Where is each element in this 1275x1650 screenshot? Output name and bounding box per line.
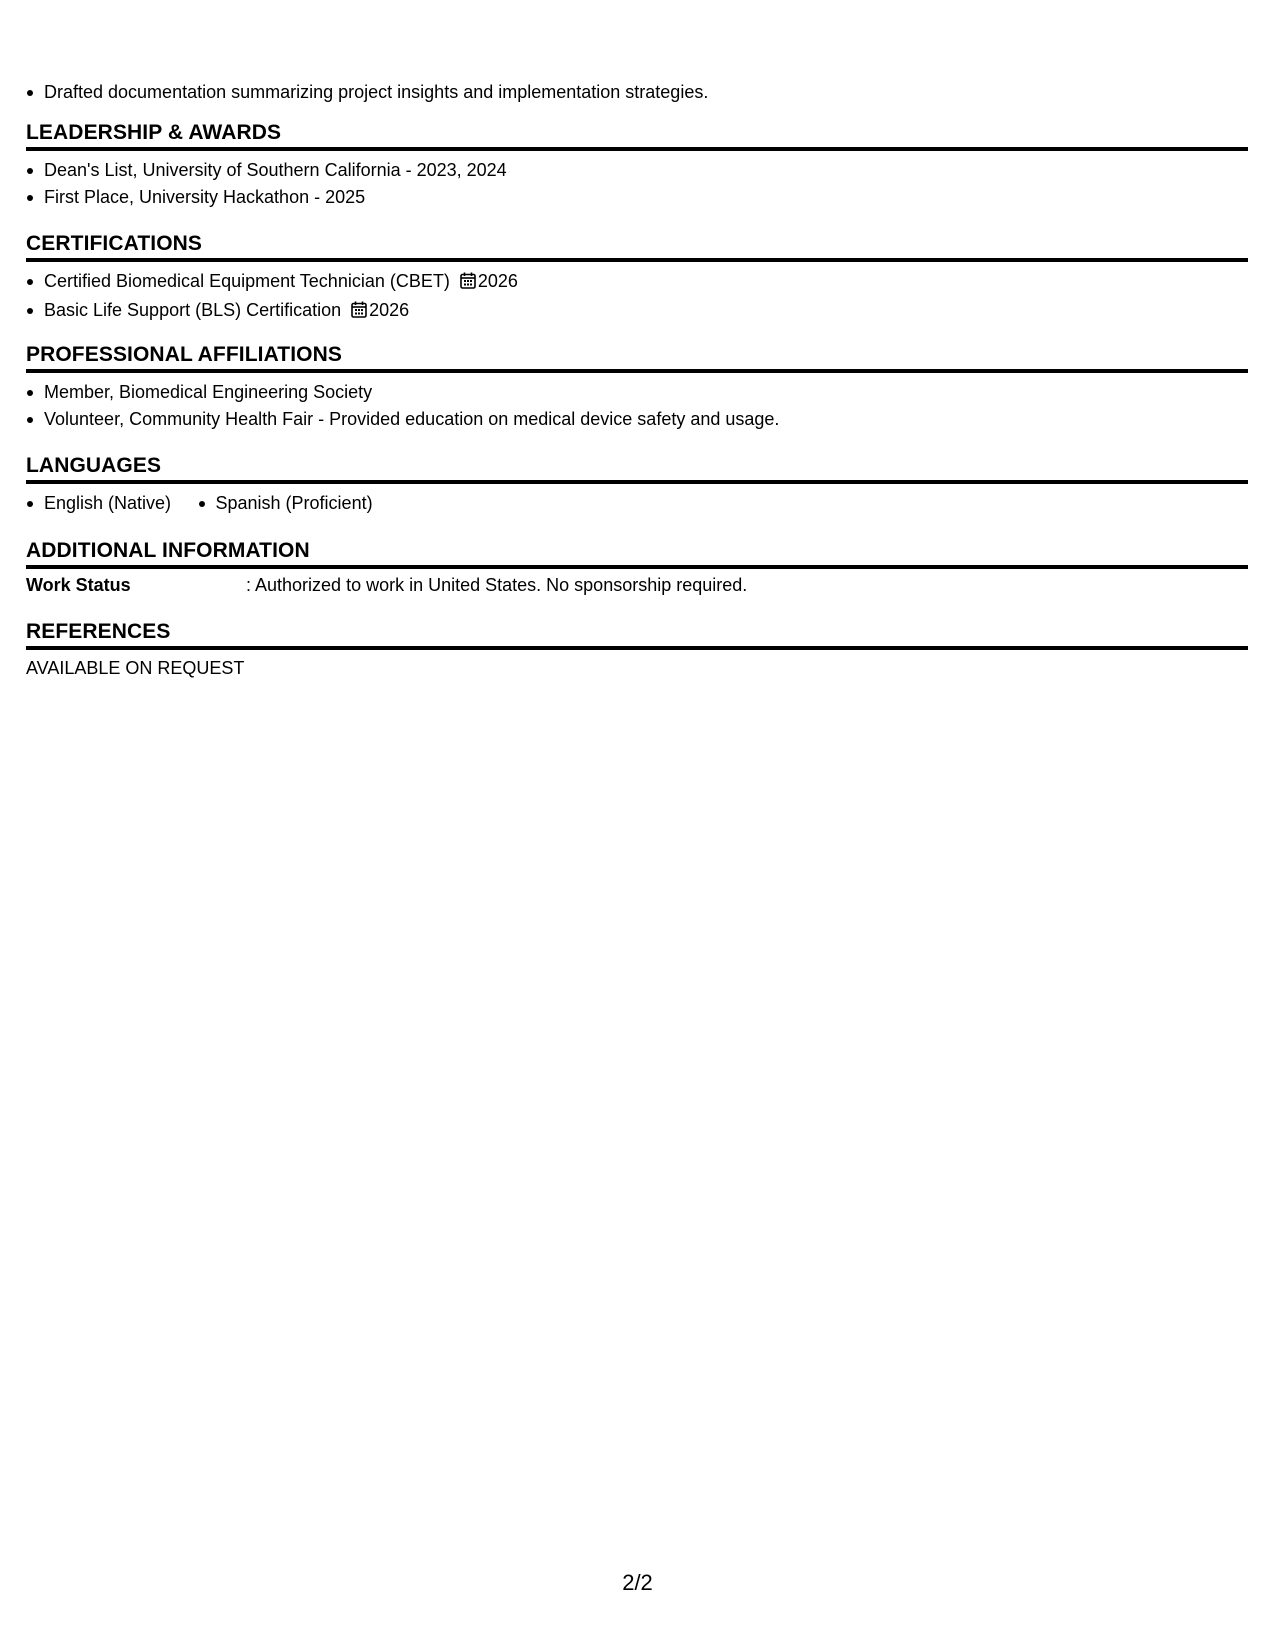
affiliations-list bbox=[26, 379, 1248, 433]
section-title-references: REFERENCES bbox=[26, 619, 1248, 650]
certifications-list bbox=[26, 268, 1248, 326]
work-status-row bbox=[26, 572, 1248, 599]
calendar-icon bbox=[351, 299, 367, 326]
work-status-label: Work Status bbox=[26, 575, 131, 595]
list-item: Dean's List, University of Southern California - 2023, 2024 bbox=[26, 157, 1248, 184]
list-item: Member, Biomedical Engineering Society bbox=[26, 379, 1248, 406]
certifications-section bbox=[26, 231, 1248, 326]
section-title-leadership: LEADERSHIP & AWARDS bbox=[26, 120, 1248, 151]
list-item: First Place, University Hackathon - 2025 bbox=[26, 184, 1248, 211]
list-item: Spanish (Proficient) bbox=[198, 490, 373, 517]
calendar-icon bbox=[460, 270, 476, 297]
leadership-list bbox=[26, 157, 1248, 211]
references-text: AVAILABLE ON REQUEST bbox=[26, 658, 245, 678]
section-title-additional: ADDITIONAL INFORMATION bbox=[26, 538, 1248, 569]
list-item bbox=[26, 297, 1248, 326]
certification-name: Certified Biomedical Equipment Technician (CBET) bbox=[44, 271, 450, 291]
languages-list bbox=[26, 490, 1248, 517]
section-title-affiliations: PROFESSIONAL AFFILIATIONS bbox=[26, 342, 1248, 373]
section-title-certifications: CERTIFICATIONS bbox=[26, 231, 1248, 262]
list-item: Drafted documentation summarizing project insights and implementation strategies. bbox=[26, 79, 708, 106]
list-item bbox=[26, 268, 1248, 297]
certification-name: Basic Life Support (BLS) Certification bbox=[44, 300, 342, 320]
certification-year: 2026 bbox=[477, 271, 518, 291]
additional-section bbox=[26, 538, 1248, 599]
list-item: Volunteer, Community Health Fair - Provided education on medical device safety and usage. bbox=[26, 406, 1248, 433]
references-section bbox=[26, 619, 1248, 682]
languages-section bbox=[26, 453, 1248, 517]
work-status-value: : Authorized to work in United States. No sponsorship required. bbox=[246, 575, 748, 595]
experience-bullets bbox=[26, 79, 708, 106]
page-number: 2/2 bbox=[622, 1570, 653, 1595]
affiliations-section bbox=[26, 342, 1248, 433]
section-title-languages: LANGUAGES bbox=[26, 453, 1248, 484]
leadership-section bbox=[26, 120, 1248, 211]
list-item: English (Native) bbox=[26, 490, 171, 517]
certification-year: 2026 bbox=[369, 300, 410, 320]
